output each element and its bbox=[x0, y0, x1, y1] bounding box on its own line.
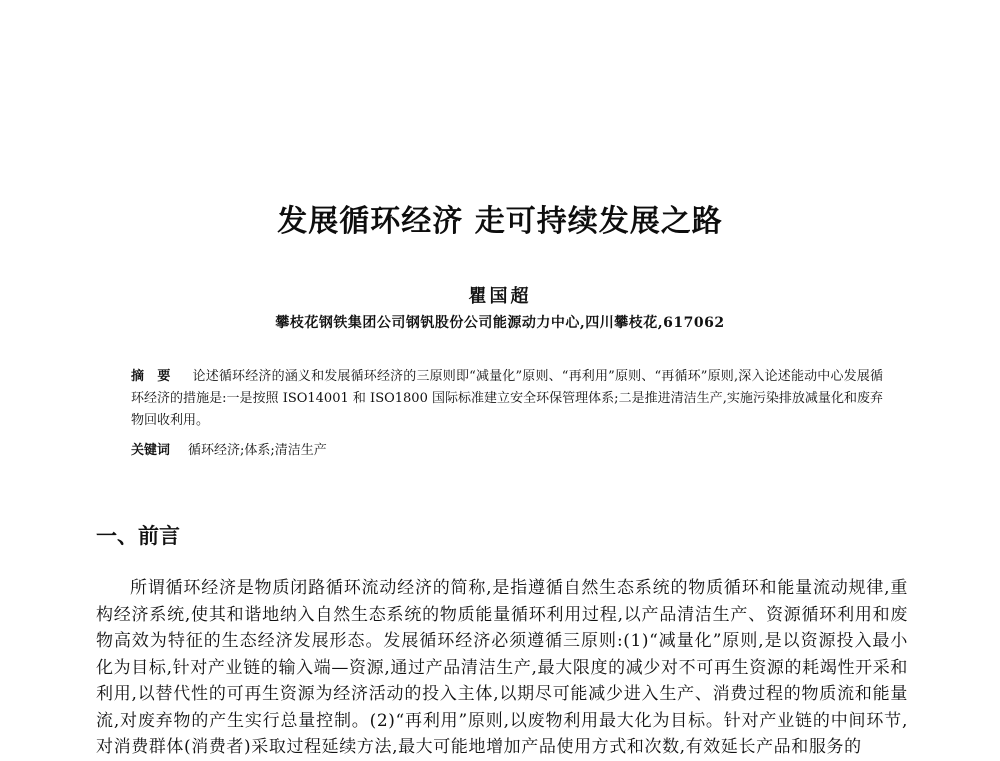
keywords bbox=[131, 440, 883, 462]
paper-title: 发展循环经济 走可持续发展之路 bbox=[277, 204, 723, 239]
section-heading: 一、前言 bbox=[96, 524, 180, 548]
body-paragraph: 所谓循环经济是物质闭路循环流动经济的简称,是指遵循自然生态系统的物质循环和能量流动规律,重构经济系统,使其和谐地纳入自然生态系统的物质能量循环利用过程,以产品清洁生产、资源循环利用和废物高效为特征的生态经济发展形态。发展循环经济必须遵循三原则:(1)“减量化”原则,是以资源投入最小化为目标,针对产业链的输入端—资源,通过产品清洁生产,最大限度的减少对不可再生资源的耗竭性开采和利用,以替代性的可再生资源为经济活动的投入主体,以期尽可能减少进入生产、消费过程的物质流和能量流,对废弃物的产生实行总量控制。(2)“再利用”原则,以废物利用最大化为目标。针对产业链的中间环节,对消费群体(消费者)采取过程延续方法,最大可能地增加产品使用方式和次数,有效延长产品和服务的 bbox=[96, 578, 908, 757]
abstract-label: 摘 要 bbox=[131, 369, 171, 384]
author-affiliation: 攀枝花钢铁集团公司钢钒股份公司能源动力中心,四川攀枝花,617062 bbox=[275, 315, 725, 331]
keywords-text: 循环经济;体系;清洁生产 bbox=[188, 443, 327, 458]
abstract-text: 论述循环经济的涵义和发展循环经济的三原则即“减量化”原则、“再利用”原则、“再循环”原则,深入论述能动中心发展循环经济的措施是:一是按照 ISO14001 和 ISO1800 国际标准建立安全环保管理体系;二是推进清洁生产,实施污染排放减量化和废弃物回收利用。 bbox=[131, 369, 883, 428]
keywords-label: 关键词 bbox=[131, 443, 171, 458]
abstract bbox=[131, 366, 883, 432]
author-name: 瞿国超 bbox=[468, 286, 532, 307]
